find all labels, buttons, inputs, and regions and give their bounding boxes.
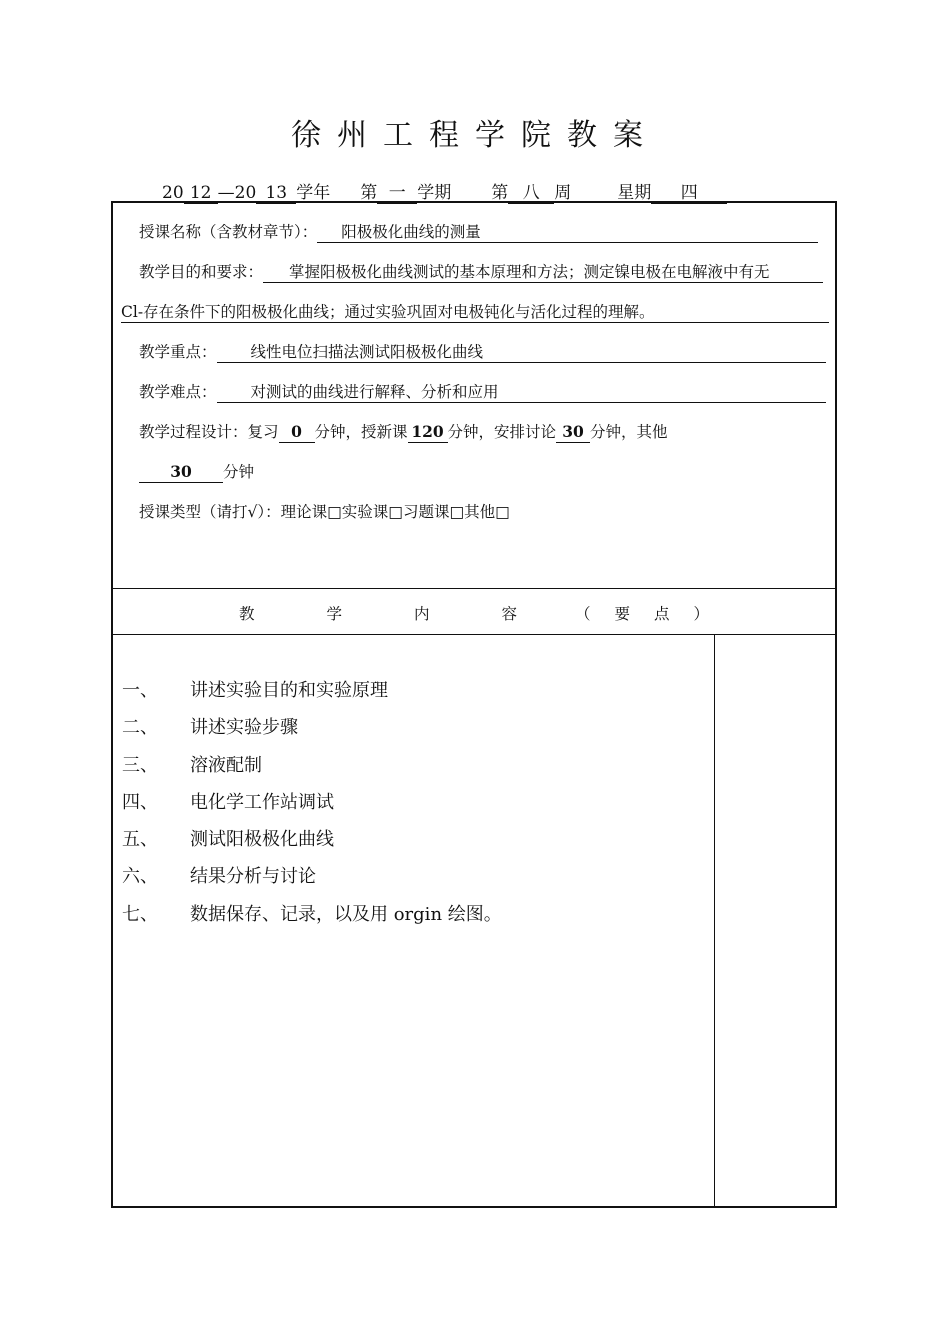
list-item-text: 讲述实验目的和实验原理 bbox=[190, 680, 388, 701]
other-minutes: 30 bbox=[139, 462, 223, 483]
week-label: 周 bbox=[554, 183, 572, 203]
term-label: 学期 bbox=[417, 183, 452, 203]
content-header-char: 容 bbox=[501, 605, 517, 623]
difficulty-row bbox=[139, 381, 826, 403]
list-item-number: 六、 bbox=[122, 866, 158, 888]
lesson-plan-table bbox=[111, 201, 837, 1208]
process-label: 教学过程设计：复习 bbox=[139, 423, 279, 441]
content-header-char: （ bbox=[575, 605, 591, 623]
new-lesson-minutes: 120 bbox=[408, 422, 448, 443]
content-header bbox=[113, 602, 835, 624]
type-other: 其他□ bbox=[464, 503, 510, 521]
year-start-prefix: 20 bbox=[162, 183, 184, 203]
list-item bbox=[122, 715, 502, 752]
divider-top bbox=[113, 588, 835, 589]
weekday-label: 星期 bbox=[617, 183, 652, 203]
content-header-char: 要 bbox=[614, 605, 631, 623]
year-end-field: 13 bbox=[256, 183, 296, 204]
year-sep: —20 bbox=[217, 183, 257, 203]
content-header-char: 点 bbox=[654, 605, 670, 623]
term-prefix: 第 bbox=[360, 183, 378, 203]
key-point-label: 教学重点： bbox=[139, 343, 217, 361]
list-item-number: 二、 bbox=[122, 717, 158, 739]
goal-row bbox=[139, 261, 823, 283]
list-item-text: 测试阳极极化曲线 bbox=[190, 829, 334, 851]
goal-line-2: Cl-存在条件下的阳极极化曲线；通过实验巩固对电极钝化与活化过程的理解。 bbox=[121, 302, 829, 323]
difficulty-value: 对测试的曲线进行解释、分析和应用 bbox=[217, 382, 826, 403]
minute-unit-2: 分钟，安排讨论 bbox=[447, 423, 557, 441]
year-start-field: 12 bbox=[184, 183, 218, 204]
week-field: 八 bbox=[508, 183, 554, 204]
type-experiment: 实验课□ bbox=[341, 503, 403, 521]
list-item-number: 一、 bbox=[122, 680, 158, 701]
term-field: 一 bbox=[377, 183, 417, 204]
page-title: 徐州工程学院教案 bbox=[291, 118, 659, 153]
course-value: 阳极极化曲线的测量 bbox=[317, 222, 818, 243]
course-row bbox=[139, 221, 818, 243]
margin-column-divider bbox=[714, 635, 715, 1206]
list-item bbox=[122, 864, 502, 901]
list-item-number: 五、 bbox=[122, 829, 158, 851]
list-item bbox=[122, 827, 502, 864]
goal-label: 教学目的和要求： bbox=[139, 263, 264, 281]
goal-row-2 bbox=[121, 301, 829, 323]
lesson-type-row bbox=[139, 501, 510, 523]
goal-line-1: 掌握阳极极化曲线测试的基本原理和方法；测定镍电极在电解液中有无 bbox=[263, 262, 823, 283]
process-row-2 bbox=[139, 461, 254, 483]
process-row bbox=[139, 421, 668, 443]
content-header-char: 教 bbox=[238, 605, 255, 623]
key-point-row bbox=[139, 341, 826, 363]
list-item-number: 四、 bbox=[122, 791, 158, 813]
type-exercise: 习题课□ bbox=[402, 503, 465, 521]
minute-unit-4: 分钟 bbox=[223, 463, 255, 481]
key-point-value: 线性电位扫描法测试阳极极化曲线 bbox=[217, 342, 826, 363]
list-item-text: 数据保存、记录，以及用 orgin 绘图。 bbox=[190, 903, 502, 925]
difficulty-label: 教学难点： bbox=[139, 383, 217, 401]
content-header-char: 内 bbox=[413, 605, 430, 623]
content-header-char: 学 bbox=[326, 605, 342, 623]
weekday-field: 四 bbox=[651, 183, 727, 204]
list-item-text: 电化学工作站调试 bbox=[190, 791, 334, 813]
content-header-char: ） bbox=[693, 605, 710, 623]
year-label: 学年 bbox=[296, 183, 331, 203]
minute-unit-1: 分钟，授新课 bbox=[314, 423, 408, 441]
divider-bottom bbox=[113, 634, 835, 635]
course-label: 授课名称（含教材章节）： bbox=[139, 223, 318, 241]
content-list bbox=[122, 678, 502, 939]
list-item-text: 结果分析与讨论 bbox=[190, 866, 316, 888]
list-item bbox=[122, 790, 502, 827]
week-prefix: 第 bbox=[491, 183, 509, 203]
review-minutes: 0 bbox=[279, 422, 315, 443]
list-item bbox=[122, 753, 502, 790]
list-item bbox=[122, 902, 502, 939]
list-item-text: 讲述实验步骤 bbox=[190, 717, 298, 739]
minute-unit-3: 分钟，其他 bbox=[590, 423, 668, 441]
list-item bbox=[122, 678, 502, 715]
list-item-number: 三、 bbox=[122, 754, 158, 776]
discussion-minutes: 30 bbox=[556, 422, 590, 443]
type-theory: 授课类型（请打√）：理论课□ bbox=[139, 503, 342, 521]
list-item-number: 七、 bbox=[122, 903, 158, 925]
list-item-text: 溶液配制 bbox=[190, 754, 262, 776]
